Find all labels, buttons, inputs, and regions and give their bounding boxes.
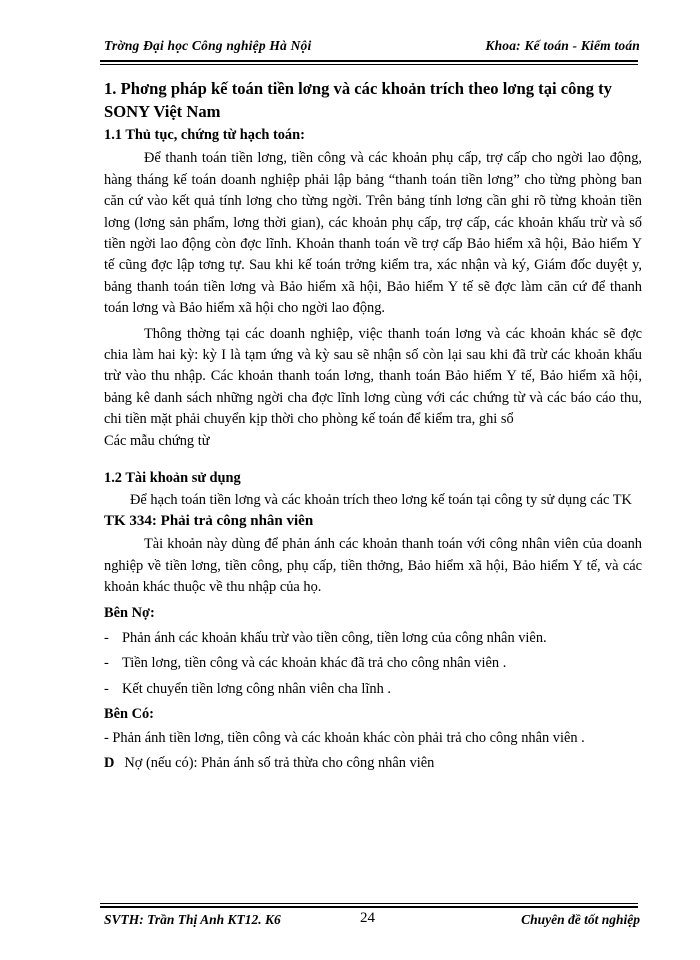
debit-item-text: Tiền lơng, tiền công và các khoản khác đã trả cho công nhân viên . <box>122 655 507 672</box>
paragraph-tk-334-desc: Tài khoản này dùng để phản ánh các khoản thanh toán với công nhân viên của doanh nghiệp về tiền lơng, tiền công, phụ cấp, tiền thởng, Bảo hiểm xã hội, Bảo hiểm Y tế, và các khoản khác thuộc về thu nhập của họ. <box>104 536 642 596</box>
page-body <box>104 77 642 774</box>
bullet-mark: - <box>104 655 109 672</box>
forms-line: Các mẫu chứng từ <box>104 432 210 449</box>
bullet-mark: - <box>104 680 109 697</box>
debit-item <box>104 653 642 674</box>
debit-balance-line <box>104 753 642 774</box>
footer-rule-thin <box>100 903 638 904</box>
debit-balance-text: Nợ (nếu có): Phản ánh số trả thừa cho công nhân viên <box>124 754 435 771</box>
section-1-title: 1. Phơng pháp kế toán tiền lơng và các khoản trích theo lơng tại công ty SONY Việt Nam <box>104 79 612 121</box>
debit-item-text: Phản ánh các khoản khấu trừ vào tiền công, tiền lơng của công nhân viên. <box>122 629 547 646</box>
page-header <box>104 36 640 60</box>
debit-side-title: Bên Nợ: <box>104 604 155 621</box>
debit-balance-letter: D <box>104 754 115 771</box>
footer-thesis-type: Chuyên đề tốt nghiệp <box>521 912 640 927</box>
tk-334-title: TK 334: Phải trả công nhân viên <box>104 512 314 529</box>
bullet-mark: - <box>104 629 109 646</box>
header-rule-thick <box>100 60 638 62</box>
page-footer <box>104 906 640 930</box>
debit-item <box>104 679 642 700</box>
footer-student: SVTH: Trần Thị Anh KT12. K6 <box>104 912 281 927</box>
page-number: 24 <box>360 910 375 926</box>
credit-line: - Phản ánh tiền lơng, tiền công và các khoản khác còn phải trả cho công nhân viên . <box>104 729 585 746</box>
debit-item-text: Kết chuyển tiền lơng công nhân viên cha lĩnh . <box>122 680 391 697</box>
credit-side-title: Bên Có: <box>104 706 154 723</box>
section-1-1-title: 1.1 Thủ tục, chứng từ hạch toán: <box>104 127 305 143</box>
paragraph-accounts-intro: Để hạch toán tiền lơng và các khoản trích theo lơng kế toán tại công ty sử dụng các TK <box>130 491 632 508</box>
debit-item <box>104 628 642 649</box>
header-faculty: Khoa: Kế toán - Kiểm toán <box>485 38 640 53</box>
section-1-2-title: 1.2 Tài khoản sử dụng <box>104 470 241 487</box>
paragraph-payroll-procedure: Để thanh toán tiền lơng, tiền công và các khoản phụ cấp, trợ cấp cho ngời lao động, hàng tháng kế toán doanh nghiệp phải lập bảng “thanh toán tiền lơng” cho từng phòng ban căn cứ vào kết quả tính lơng cho từng ngời. Trên bảng tính lơng cần ghi rõ từng khoản tiền lơng (lơng sản phẩm, lơng thời gian), các khoản phụ cấp, trợ cấp, các khoản khấu trừ và số tiền ngời lao động còn đợc lĩnh. Khoản thanh toán về trợ cấp Bảo hiểm xã hội, Bảo hiểm Y tế cũng đợc lập tơng tự. Sau khi kế toán trởng kiểm tra, xác nhận và ký, Giám đốc duyệt y, bảng thanh toán tiền lơng và Bảo hiểm xã hội, Bảo hiểm Y tế sẽ đợc làm căn cứ để thanh toán lơng và Bảo hiểm xã hội cho ngời lao động. <box>104 150 642 317</box>
header-rule-thin <box>100 64 638 65</box>
paragraph-payment-periods: Thông thờng tại các doanh nghiệp, việc thanh toán lơng và các khoản khác sẽ đợc chia làm hai kỳ: kỳ I là tạm ứng và kỳ sau sẽ nhận số còn lại sau khi đã trừ các khoản khấu trừ vào thu nhập. Các khoản thanh toán lơng, thanh toán Bảo hiểm Y tế, Bảo hiểm xã hội, bảng kê danh sách những ngời cha đợc lĩnh lơng cùng với các chứng từ và các báo cáo thu, chi tiền mặt phải chuyển kịp thời cho phòng kế toán để kiểm tra, ghi sổ <box>104 325 642 428</box>
header-school: Trờng Đại học Công nghiệp Hà Nội <box>104 38 312 53</box>
